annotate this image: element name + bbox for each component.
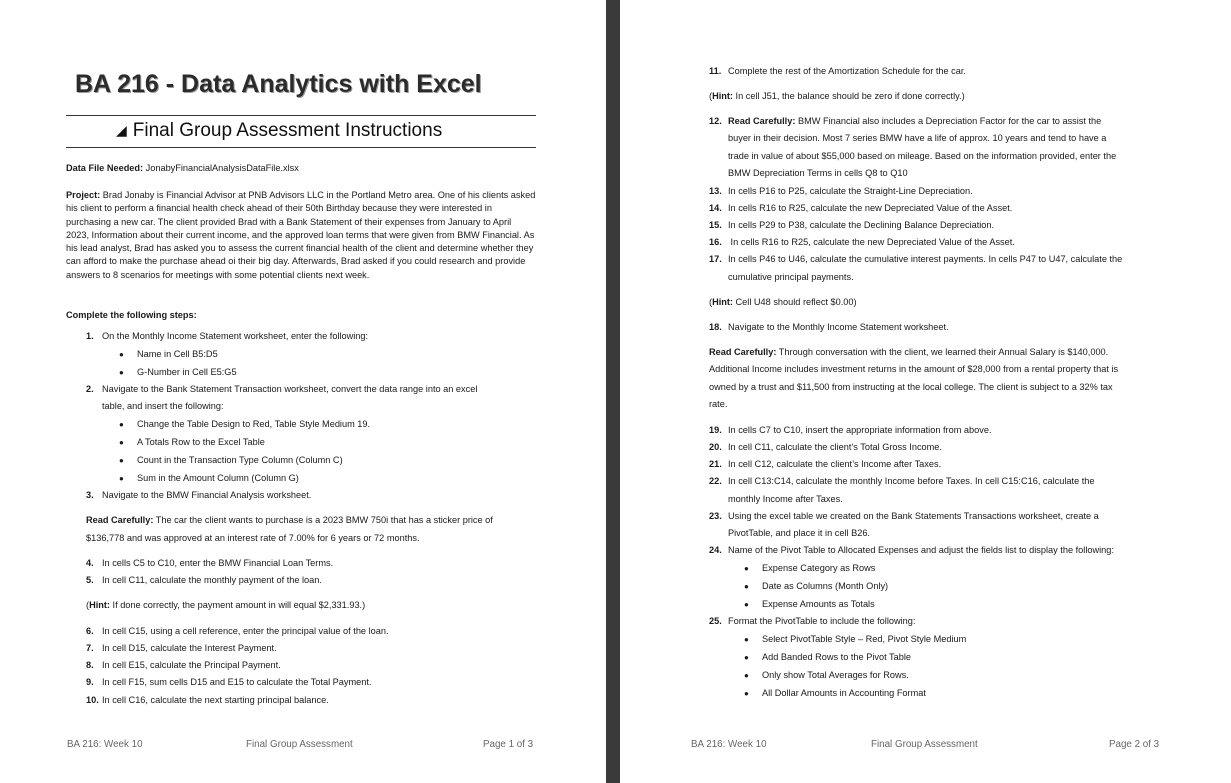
step-9 — [86, 674, 371, 692]
step-number: 16. — [709, 237, 722, 247]
step-22-cont: monthly Income after Taxes. — [728, 494, 843, 504]
step-text: On the Monthly Income Statement worksheet, enter the following: — [102, 331, 369, 341]
step-24 — [709, 542, 1114, 560]
bullet-text: All Dollar Amounts in Accounting Format — [762, 688, 926, 698]
read-carefully-2-cont-2: owned by a trust and $11,500 from instructing at the local college. The client is subject to a 32% tax — [709, 382, 1113, 392]
step-text: In cell C16, calculate the next starting principal balance. — [102, 695, 329, 705]
step-text: In cell C11, calculate the client’s Total Gross Income. — [728, 442, 942, 452]
step-17-cont: cumulative principal payments. — [728, 272, 854, 282]
step-number: 24. — [709, 545, 722, 555]
step-number: 1. — [86, 331, 94, 341]
step-25 — [709, 613, 915, 631]
bullet-text: Add Banded Rows to the Pivot Table — [762, 652, 911, 662]
bullet-icon: ● — [119, 350, 124, 359]
step-14 — [709, 200, 1012, 218]
step-13 — [709, 183, 973, 201]
step-number: 20. — [709, 442, 722, 452]
triangle-icon: ◢ — [116, 122, 127, 138]
step-number: 13. — [709, 186, 722, 196]
hint-text: In cell J51, the balance should be zero if done correctly.) — [732, 91, 965, 101]
data-file-value: JonabyFinancialAnalysisDataFile.xlsx — [143, 163, 299, 173]
bullet-icon: ● — [119, 420, 124, 429]
step-2-bullet-4 — [119, 470, 299, 488]
step-text: Name of the Pivot Table to Allocated Expenses and adjust the fields list to display the following: — [728, 545, 1114, 555]
step-number: 10. — [86, 695, 99, 705]
footer-page-number: Page 2 of 3 — [1109, 739, 1160, 750]
step-5 — [86, 572, 322, 590]
step-18 — [709, 319, 949, 337]
bullet-icon: ● — [744, 582, 749, 591]
footer-page-number: Page 1 of 3 — [483, 739, 534, 750]
step-number: 3. — [86, 490, 94, 500]
step-15 — [709, 217, 994, 235]
step-text: In cells R16 to R25, calculate the new Depreciated Value of the Asset. — [728, 203, 1013, 213]
bullet-text: Change the Table Design to Red, Table Style Medium 19. — [137, 419, 371, 429]
read-carefully-text: The car the client wants to purchase is a 2023 BMW 750i that has a sticker price of — [153, 515, 493, 525]
step-25-bullet-4 — [744, 685, 926, 703]
data-file-line — [66, 160, 299, 178]
subtitle-text: Final Group Assessment Instructions — [132, 120, 443, 141]
step-number: 18. — [709, 322, 722, 332]
document-subtitle — [116, 120, 442, 142]
step-number: 4. — [86, 558, 94, 568]
step-text: BMW Financial also includes a Depreciation Factor for the car to assist the — [795, 116, 1102, 126]
bullet-text: Date as Columns (Month Only) — [762, 581, 889, 591]
bullet-text: Only show Total Averages for Rows. — [762, 670, 909, 680]
bullet-text: A Totals Row to the Excel Table — [137, 437, 265, 447]
hint-1: (Hint: If done correctly, the payment amount in will equal $2,331.93.) — [86, 600, 366, 610]
project-paragraph — [66, 189, 536, 282]
step-text: Navigate to the BMW Financial Analysis worksheet. — [102, 490, 312, 500]
step-24-bullet-2 — [744, 578, 888, 596]
bullet-text: Count in the Transaction Type Column (Column C) — [137, 455, 343, 465]
step-text: In cells P29 to P38, calculate the Declining Balance Depreciation. — [728, 220, 995, 230]
read-carefully-1-cont: $136,778 and was approved at an interest rate of 7.00% for 6 years or 72 months. — [86, 533, 420, 543]
step-text: In cell C11, calculate the monthly payment of the loan. — [102, 575, 322, 585]
subtitle-divider — [66, 147, 536, 148]
read-carefully-text: Through conversation with the client, we learned their Annual Salary is $140,000. — [776, 347, 1109, 357]
bullet-icon: ● — [119, 368, 124, 377]
footer-center: Final Group Assessment — [246, 739, 353, 750]
bullet-icon: ● — [744, 635, 749, 644]
bullet-icon: ● — [744, 671, 749, 680]
step-number: 22. — [709, 476, 722, 486]
read-carefully-label: Read Carefully: — [728, 116, 796, 126]
hint-3: (Hint: Cell U48 should reflect $0.00) — [709, 297, 857, 307]
step-text: In cell D15, calculate the Interest Payment. — [102, 643, 277, 653]
bullet-icon: ● — [744, 653, 749, 662]
step-22 — [709, 473, 1095, 491]
read-carefully-label: Read Carefully: — [86, 515, 154, 525]
step-text: Navigate to the Monthly Income Statement worksheet. — [728, 322, 949, 332]
footer-left: BA 216: Week 10 — [67, 739, 143, 750]
step-text: Complete the rest of the Amortization Schedule for the car. — [728, 66, 966, 76]
step-text: Navigate to the Bank Statement Transaction worksheet, convert the data range into an excel — [102, 384, 478, 394]
step-2-bullet-1 — [119, 416, 370, 434]
step-20 — [709, 439, 942, 457]
hint-text: Cell U48 should reflect $0.00) — [732, 297, 857, 307]
step-number: 5. — [86, 575, 94, 585]
bullet-icon: ● — [744, 600, 749, 609]
read-carefully-2 — [709, 344, 1108, 362]
step-4 — [86, 555, 333, 573]
step-12-cont-2: trade in value of about $55,000 based on mileage. Based on the information provided, enter the — [728, 151, 1117, 161]
step-number: 2. — [86, 384, 94, 394]
step-number: 17. — [709, 254, 722, 264]
step-text: In cell C15, using a cell reference, enter the principal value of the loan. — [102, 626, 389, 636]
step-number: 6. — [86, 626, 94, 636]
bullet-icon: ● — [119, 474, 124, 483]
step-7 — [86, 640, 277, 658]
project-text: Brad Jonaby is Financial Advisor at PNB Advisors LLC in the Portland Metro area. One of his clients asked his client to perform a financial health check ahead of their 50th Birthday because they were interested in purchasing a new car. The client provided Brad with a Bank Statement of their expenses from January to April 2023, Information about their current income, and the approved loan terms that were given from BMW Financial. As his lead analyst, Brad has asked you to assess the current financial health of the client and determine whether they can afford to make the purchase ahead oi their big day. Afterwards, Brad asked if you could research and provide answers to 8 scenarios for meetings with some potential clients next week. — [66, 190, 536, 280]
bullet-text: Name in Cell B5:D5 — [137, 349, 218, 359]
step-25-bullet-3 — [744, 667, 909, 685]
step-text: In cells C7 to C10, insert the appropriate information from above. — [728, 425, 992, 435]
step-19 — [709, 422, 992, 440]
step-12-cont-1: buyer in their decision. Most 7 series BMW have a life of approx. 10 years and tend to have a — [728, 133, 1107, 143]
step-12-cont-3: BMW Depreciation Terms in cells Q8 to Q10 — [728, 168, 908, 178]
read-carefully-1 — [86, 512, 493, 530]
step-text: Using the excel table we created on the Bank Statements Transactions worksheet, create a — [728, 511, 1099, 521]
step-6 — [86, 623, 389, 641]
step-2 — [86, 381, 477, 399]
step-number: 23. — [709, 511, 722, 521]
hint-text: If done correctly, the payment amount in will equal $2,331.93.) — [109, 600, 366, 610]
step-text: In cells C5 to C10, enter the BMW Financial Loan Terms. — [102, 558, 334, 568]
hint-label: Hint: — [89, 600, 110, 610]
step-23-cont: PivotTable, and place it in cell B26. — [728, 528, 870, 538]
step-3 — [86, 487, 311, 505]
step-number: 14. — [709, 203, 722, 213]
hint-label: Hint: — [712, 297, 733, 307]
bullet-text: Select PivotTable Style – Red, Pivot Style Medium — [762, 634, 967, 644]
bullet-text: G-Number in Cell E5:G5 — [137, 367, 237, 377]
step-24-bullet-3 — [744, 596, 875, 614]
step-1 — [86, 328, 368, 346]
step-10 — [86, 692, 329, 710]
step-number: 21. — [709, 459, 722, 469]
footer-center: Final Group Assessment — [871, 739, 978, 750]
read-carefully-2-cont-1: Additional Income includes investment returns in the amount of $28,000 from a rental property that is — [709, 364, 1119, 374]
step-21 — [709, 456, 941, 474]
step-25-bullet-2 — [744, 649, 911, 667]
read-carefully-label: Read Carefully: — [709, 347, 777, 357]
bullet-text: Expense Category as Rows — [762, 563, 876, 573]
step-number: 25. — [709, 616, 722, 626]
step-number: 19. — [709, 425, 722, 435]
title-divider — [66, 115, 536, 116]
step-text: In cell F15, sum cells D15 and E15 to calculate the Total Payment. — [102, 677, 372, 687]
step-24-bullet-1 — [744, 560, 875, 578]
step-number: 15. — [709, 220, 722, 230]
footer-left: BA 216: Week 10 — [691, 739, 767, 750]
steps-heading: Complete the following steps: — [66, 310, 197, 320]
step-text: In cell E15, calculate the Principal Payment. — [102, 660, 281, 670]
step-1-bullet-1 — [119, 346, 218, 364]
step-number: 9. — [86, 677, 94, 687]
step-number: 7. — [86, 643, 94, 653]
bullet-icon: ● — [119, 438, 124, 447]
document-page-1 — [0, 0, 606, 783]
step-text: In cells P16 to P25, calculate the Straight-Line Depreciation. — [728, 186, 973, 196]
step-text: In cells R16 to R25, calculate the new Depreciated Value of the Asset. — [728, 237, 1015, 247]
step-number: 8. — [86, 660, 94, 670]
step-number: 11. — [709, 66, 722, 76]
step-text: Format the PivotTable to include the following: — [728, 616, 916, 626]
step-number: 12. — [709, 116, 722, 126]
bullet-icon: ● — [744, 689, 749, 698]
step-2-cont: table, and insert the following: — [102, 401, 224, 411]
bullet-icon: ● — [744, 564, 749, 573]
step-2-bullet-3 — [119, 452, 343, 470]
hint-label: Hint: — [712, 91, 733, 101]
step-8 — [86, 657, 281, 675]
step-1-bullet-2 — [119, 364, 237, 382]
document-title: BA 216 - Data Analytics with Excel — [75, 70, 482, 98]
step-11 — [709, 63, 966, 81]
step-text: In cells P46 to U46, calculate the cumulative interest payments. In cells P47 to U47, calculate the — [728, 254, 1123, 264]
step-12 — [709, 113, 1101, 131]
project-label: Project: — [66, 190, 101, 200]
step-23 — [709, 508, 1099, 526]
step-17 — [709, 251, 1122, 269]
document-page-2 — [620, 0, 1231, 783]
step-16 — [709, 234, 1015, 252]
bullet-text: Sum in the Amount Column (Column G) — [137, 473, 299, 483]
bullet-text: Expense Amounts as Totals — [762, 599, 875, 609]
bullet-icon: ● — [119, 456, 124, 465]
step-text: In cell C12, calculate the client’s Income after Taxes. — [728, 459, 942, 469]
step-text: In cell C13:C14, calculate the monthly Income before Taxes. In cell C15:C16, calculate the — [728, 476, 1095, 486]
hint-2: (Hint: In cell J51, the balance should be zero if done correctly.) — [709, 91, 965, 101]
step-25-bullet-1 — [744, 631, 966, 649]
read-carefully-2-cont-3: rate. — [709, 399, 728, 409]
data-file-label: Data File Needed: — [66, 163, 144, 173]
step-2-bullet-2 — [119, 434, 265, 452]
